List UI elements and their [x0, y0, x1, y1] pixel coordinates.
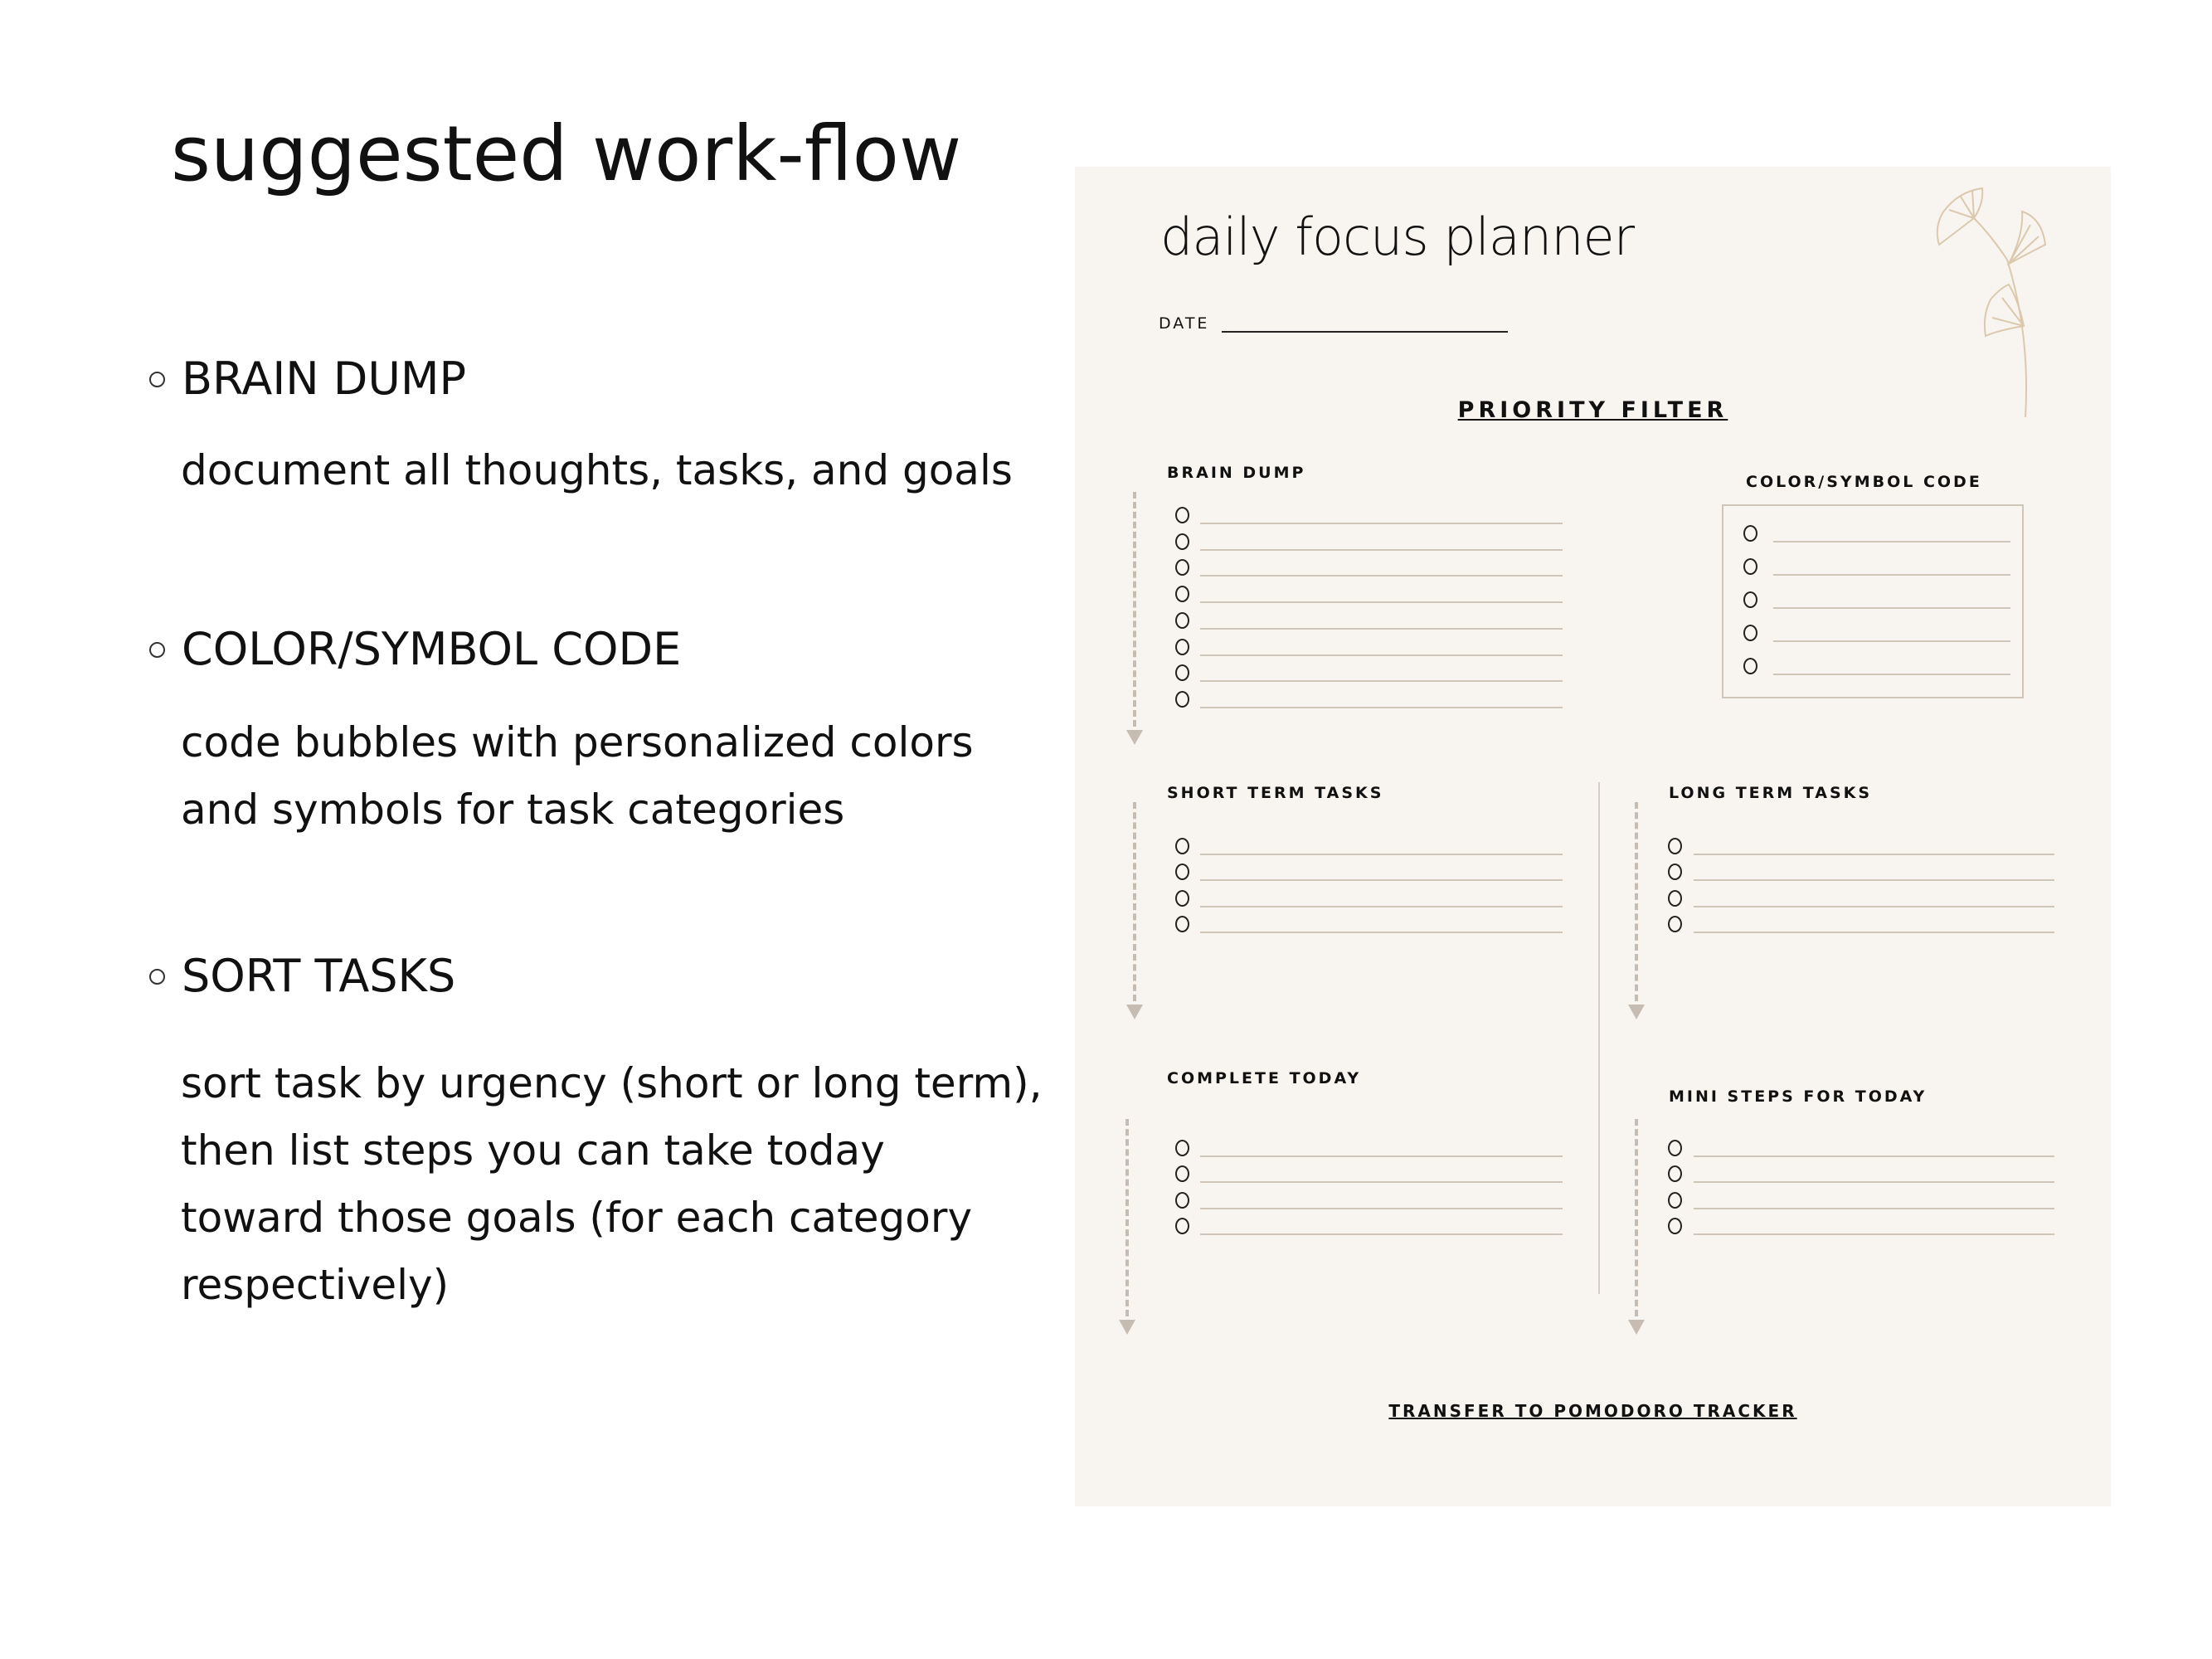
brain-dump-entry-line[interactable]: [1200, 628, 1563, 630]
color-code-checkbox[interactable]: [1743, 558, 1757, 575]
brain-dump-entry-line[interactable]: [1200, 575, 1563, 577]
complete-today-entry-line[interactable]: [1200, 1155, 1563, 1157]
short-term-checkbox[interactable]: [1175, 890, 1189, 907]
color-code-checkbox[interactable]: [1743, 658, 1757, 674]
bullet-icon: [149, 642, 165, 658]
step-color-code-heading: [149, 623, 682, 675]
brain-dump-checkbox[interactable]: [1175, 612, 1189, 629]
description-line: document all thoughts, tasks, and goals: [181, 446, 1013, 494]
ginkgo-leaf-icon: [1932, 185, 2065, 421]
color-code-checkbox[interactable]: [1743, 525, 1757, 542]
brain-dump-checkbox[interactable]: [1175, 691, 1189, 708]
brain-dump-label: BRAIN DUMP: [1167, 464, 1306, 482]
daily-focus-planner: [1075, 167, 2111, 1506]
color-code-entry-line[interactable]: [1773, 674, 2010, 675]
mini-steps-entry-line[interactable]: [1694, 1208, 2054, 1209]
priority-filter-heading: [1075, 397, 2111, 423]
color-code-entry-line[interactable]: [1773, 574, 2010, 576]
description-line: code bubbles with personalized colors: [181, 718, 974, 766]
description-line: respectively): [181, 1261, 450, 1309]
brain-dump-checkbox[interactable]: [1175, 507, 1189, 523]
mini-steps-label: MINI STEPS FOR TODAY: [1669, 1087, 1928, 1106]
brain-dump-entry-line[interactable]: [1200, 680, 1563, 682]
brain-dump-entry-line[interactable]: [1200, 654, 1563, 656]
color-code-entry-line[interactable]: [1773, 607, 2010, 609]
bullet-icon: [149, 969, 165, 985]
short-term-checkbox[interactable]: [1175, 916, 1189, 932]
complete-today-checkbox[interactable]: [1175, 1165, 1189, 1182]
long-term-checkbox[interactable]: [1668, 864, 1682, 880]
color-code-entry-line[interactable]: [1773, 541, 2010, 542]
brain-dump-checkbox[interactable]: [1175, 533, 1189, 550]
step-sort-tasks-heading: [149, 950, 456, 1002]
step-heading-text: SORT TASKS: [182, 950, 456, 1002]
complete-today-label: COMPLETE TODAY: [1167, 1069, 1362, 1087]
short-term-checkbox[interactable]: [1175, 864, 1189, 880]
mini-steps-entry-line[interactable]: [1694, 1233, 2054, 1235]
description-line: then list steps you can take today: [181, 1126, 885, 1175]
down-arrow-icon: [1628, 1119, 1645, 1335]
long-term-entry-line[interactable]: [1694, 854, 2054, 855]
complete-today-checkbox[interactable]: [1175, 1140, 1189, 1156]
step-heading-text: COLOR/SYMBOL CODE: [182, 623, 682, 675]
priority-filter-text: PRIORITY FILTER: [1457, 397, 1728, 423]
description-line: sort task by urgency (short or long term),: [181, 1059, 1043, 1107]
long-term-label: LONG TERM TASKS: [1669, 784, 1873, 802]
brain-dump-checkbox[interactable]: [1175, 586, 1189, 602]
date-label: DATE: [1159, 314, 1210, 333]
brain-dump-entry-line[interactable]: [1200, 707, 1563, 708]
complete-today-entry-line[interactable]: [1200, 1233, 1563, 1235]
complete-today-entry-line[interactable]: [1200, 1208, 1563, 1209]
short-term-entry-line[interactable]: [1200, 879, 1563, 881]
transfer-to-pomodoro-link[interactable]: [1075, 1401, 2111, 1421]
brain-dump-entry-line[interactable]: [1200, 601, 1563, 603]
short-term-checkbox[interactable]: [1175, 838, 1189, 854]
step-brain-dump-description: [181, 437, 1013, 504]
color-code-checkbox[interactable]: [1743, 625, 1757, 641]
color-code-box: [1722, 504, 2024, 698]
step-sort-tasks-description: [181, 1050, 1042, 1319]
complete-today-checkbox[interactable]: [1175, 1192, 1189, 1209]
mini-steps-entry-line[interactable]: [1694, 1155, 2054, 1157]
brain-dump-entry-line[interactable]: [1200, 549, 1563, 551]
step-brain-dump-heading: [149, 353, 467, 405]
mini-steps-checkbox[interactable]: [1668, 1192, 1682, 1209]
long-term-checkbox[interactable]: [1668, 890, 1682, 907]
long-term-entry-line[interactable]: [1694, 906, 2054, 907]
long-term-checkbox[interactable]: [1668, 838, 1682, 854]
step-heading-text: BRAIN DUMP: [182, 353, 467, 405]
long-term-checkbox[interactable]: [1668, 916, 1682, 932]
date-input-line[interactable]: [1222, 331, 1508, 333]
down-arrow-icon: [1119, 1119, 1135, 1335]
color-code-entry-line[interactable]: [1773, 640, 2010, 642]
long-term-entry-line[interactable]: [1694, 932, 2054, 933]
long-term-entry-line[interactable]: [1694, 879, 2054, 881]
brain-dump-checkbox[interactable]: [1175, 559, 1189, 576]
description-line: toward those goals (for each category: [181, 1194, 973, 1242]
planner-title: daily focus planner: [1160, 207, 1635, 267]
brain-dump-entry-line[interactable]: [1200, 523, 1563, 524]
short-term-entry-line[interactable]: [1200, 906, 1563, 907]
brain-dump-checkbox[interactable]: [1175, 639, 1189, 655]
down-arrow-icon: [1126, 802, 1143, 1019]
short-term-entry-line[interactable]: [1200, 854, 1563, 855]
page-title: suggested work-flow: [171, 109, 962, 198]
color-code-label: COLOR/SYMBOL CODE: [1746, 473, 1982, 491]
description-line: and symbols for task categories: [181, 786, 845, 834]
column-divider: [1598, 782, 1600, 1294]
complete-today-checkbox[interactable]: [1175, 1218, 1189, 1234]
short-term-label: SHORT TERM TASKS: [1167, 784, 1384, 802]
down-arrow-icon: [1628, 802, 1645, 1019]
short-term-entry-line[interactable]: [1200, 932, 1563, 933]
complete-today-entry-line[interactable]: [1200, 1181, 1563, 1183]
transfer-link-text[interactable]: TRANSFER TO POMODORO TRACKER: [1388, 1401, 1797, 1421]
down-arrow-icon: [1126, 492, 1143, 745]
brain-dump-checkbox[interactable]: [1175, 664, 1189, 681]
mini-steps-checkbox[interactable]: [1668, 1140, 1682, 1156]
bullet-icon: [149, 372, 165, 387]
mini-steps-checkbox[interactable]: [1668, 1218, 1682, 1234]
step-color-code-description: [181, 709, 974, 844]
mini-steps-entry-line[interactable]: [1694, 1181, 2054, 1183]
color-code-checkbox[interactable]: [1743, 591, 1757, 608]
mini-steps-checkbox[interactable]: [1668, 1165, 1682, 1182]
